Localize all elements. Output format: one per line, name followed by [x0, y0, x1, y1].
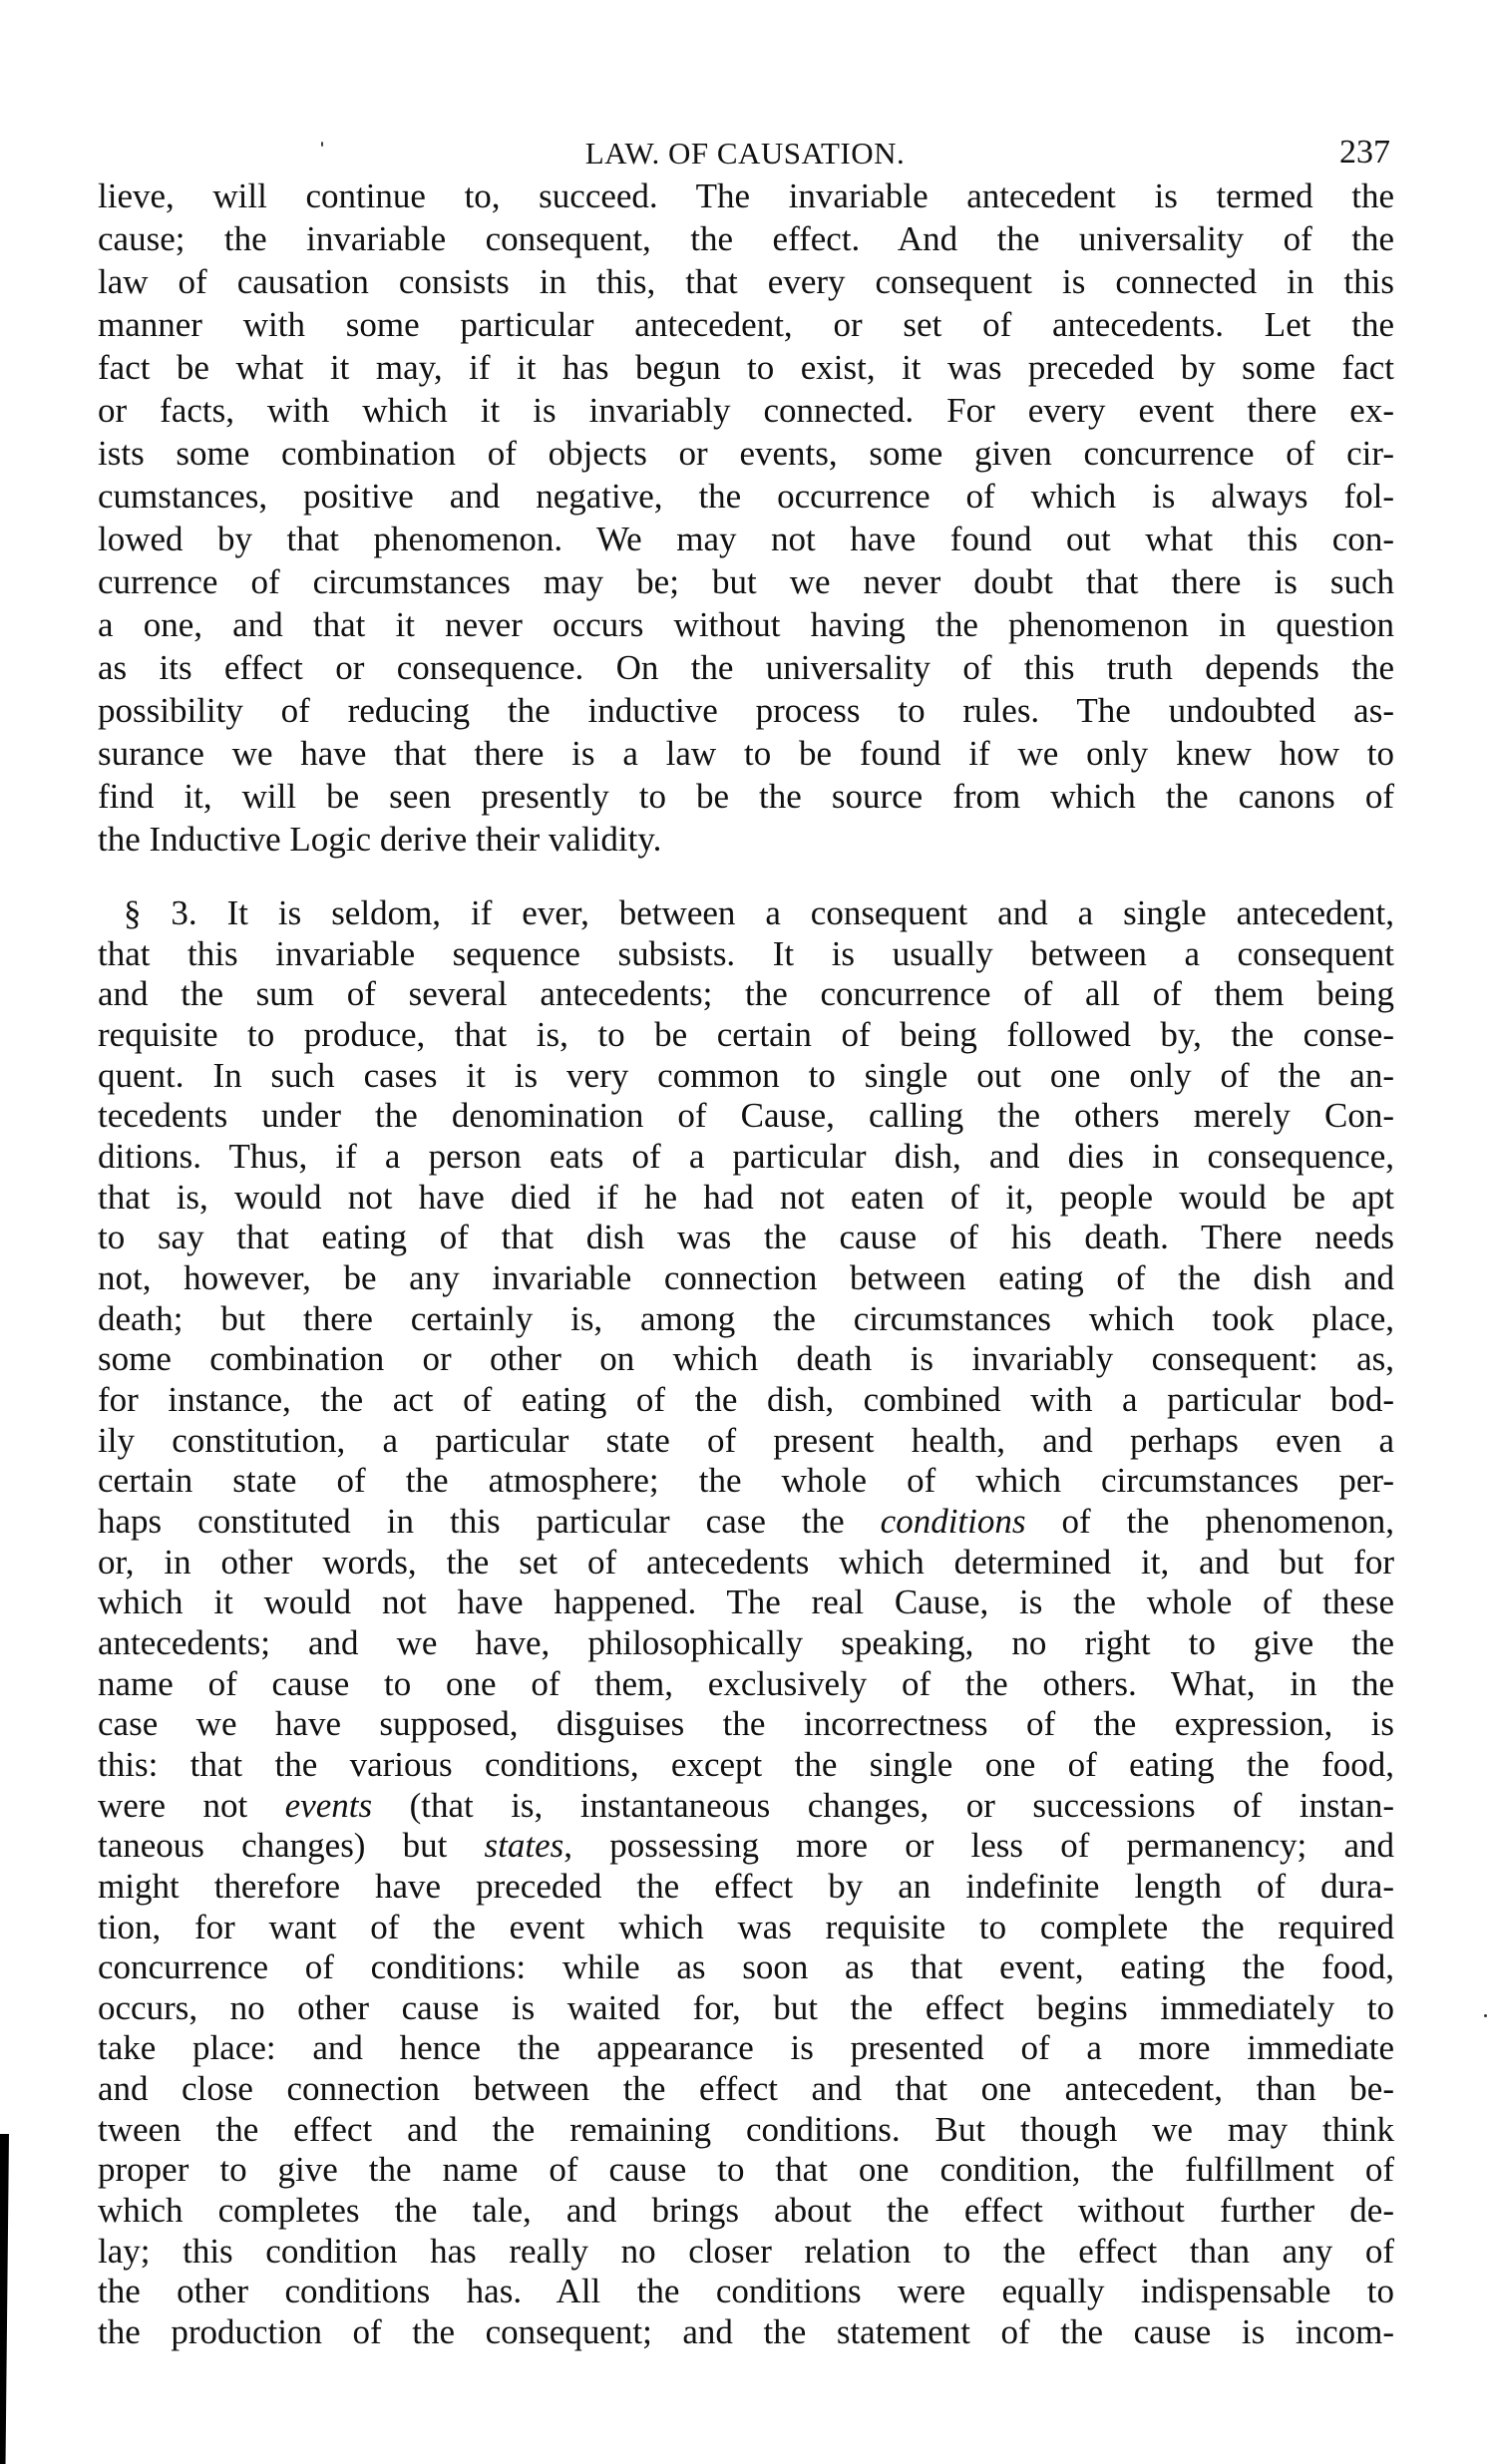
- text-line: [98, 2068, 1394, 2110]
- text-line: [98, 1622, 1394, 1664]
- text-line: [98, 476, 1394, 518]
- text-run: to say that eating of that dish was the cause of his death. There needs: [98, 1218, 1394, 1257]
- text-line: [98, 1866, 1394, 1908]
- running-head-title: LAW. OF CAUSATION.: [584, 136, 906, 171]
- scan-speck: [321, 142, 323, 147]
- text-line: [98, 1663, 1394, 1705]
- text-run: case we have supposed, disguises the incorrectness of the expression, is: [98, 1704, 1394, 1744]
- text-run: requisite to produce, that is, to be certain of being followed by, the conse-: [98, 1014, 1394, 1054]
- text-run: a one, and that it never occurs without having the phenomenon in question: [98, 605, 1394, 644]
- text-run: ists some combination of objects or events, some given concurrence of cir-: [98, 434, 1394, 473]
- text-line: [98, 390, 1394, 432]
- text-line: [98, 1338, 1394, 1380]
- text-run: possibility of reducing the inductive process to rules. The undoubted as-: [98, 691, 1394, 730]
- text-line: [98, 933, 1394, 975]
- text-run: tion, for want of the event which was requisite to complete the required: [98, 1907, 1394, 1946]
- text-line: [98, 1136, 1394, 1178]
- scan-edge-shadow: [0, 2134, 9, 2464]
- text-line: [98, 1703, 1394, 1745]
- text-run: tecedents under the denomination of Cause, calling the others merely Con-: [98, 1096, 1394, 1136]
- text-line: [98, 347, 1394, 389]
- text-line: [98, 1420, 1394, 1462]
- text-run: § 3. It is seldom, if ever, between a consequent and a single antecedent,: [124, 893, 1394, 932]
- text-line: [98, 1460, 1394, 1502]
- text-run: this: that the various conditions, except the single one of eating the food,: [98, 1744, 1394, 1784]
- text-run: ditions. Thus, if a person eats of a particular dish, and dies in consequence,: [98, 1136, 1394, 1176]
- text-line: [98, 1946, 1394, 1988]
- text-line: [98, 2109, 1394, 2151]
- text-line: [98, 2231, 1394, 2273]
- text-line: [98, 2149, 1394, 2191]
- text-run: certain state of the atmosphere; the whole of which circumstances per-: [98, 1461, 1394, 1501]
- text-run: not, however, be any invariable connection between eating of the dish and: [98, 1257, 1394, 1297]
- text-run: ily constitution, a particular state of present health, and perhaps even a: [98, 1420, 1394, 1460]
- text-line: [98, 176, 1394, 217]
- text-run: , possessing more or less of permanency; and: [563, 1826, 1394, 1866]
- text-run: currence of circumstances may be; but we never doubt that there is such: [98, 562, 1394, 601]
- text-run: which completes the tale, and brings about the effect without further de-: [98, 2191, 1394, 2231]
- text-line: [98, 1055, 1394, 1097]
- text-line: [98, 1542, 1394, 1584]
- text-run: concurrence of conditions: while as soon as that event, eating the food,: [98, 1947, 1394, 1987]
- text-line: [98, 2311, 1394, 2353]
- text-line: [98, 2190, 1394, 2232]
- text-run: occurs, no other cause is waited for, but the effect begins immediately to: [98, 1987, 1394, 2027]
- text-run: that this invariable sequence subsists. It is usually between a consequent: [98, 933, 1394, 973]
- text-run: cumstances, positive and negative, the occurrence of which is always fol-: [98, 477, 1394, 516]
- text-line: [98, 1379, 1394, 1421]
- text-run: that is, would not have died if he had not eaten of it, people would be apt: [98, 1177, 1394, 1217]
- text-run: tween the effect and the remaining conditions. But though we may think: [98, 2109, 1394, 2149]
- text-run: manner with some particular antecedent, or set of antecedents. Let the: [98, 305, 1394, 344]
- text-run: death; but there certainly is, among the circumstances which took place,: [98, 1298, 1394, 1338]
- text-run: proper to give the name of cause to that one condition, the fulfillment of: [98, 2150, 1394, 2190]
- text-line: [98, 647, 1394, 689]
- text-run: surance we have that there is a law to be found if we only knew how to: [98, 734, 1394, 773]
- text-run: lowed by that phenomenon. We may not have found out what this con-: [98, 520, 1394, 558]
- text-line: [98, 1257, 1394, 1299]
- text-run: and the sum of several antecedents; the concurrence of all of them being: [98, 974, 1394, 1014]
- text-run: lieve, will continue to, succeed. The invariable antecedent is termed the: [98, 176, 1394, 215]
- text-run: take place: and hence the appearance is presented of a more immediate: [98, 2028, 1394, 2068]
- text-line: [98, 776, 1394, 818]
- text-line: [98, 218, 1394, 260]
- text-line: [98, 1582, 1394, 1623]
- text-run: the production of the consequent; and the statement of the cause is incom-: [98, 2312, 1394, 2352]
- text-line: [98, 604, 1394, 646]
- text-line: [98, 1987, 1394, 2029]
- text-run: might therefore have preceded the effect by an indefinite length of dura-: [98, 1866, 1394, 1906]
- text-run: find it, will be seen presently to be the source from which the canons of: [98, 777, 1394, 816]
- text-line: [98, 1744, 1394, 1786]
- text-line: [98, 1501, 1394, 1543]
- text-line: [98, 690, 1394, 732]
- text-run: the other conditions has. All the conditions were equally indispensable to: [98, 2272, 1394, 2311]
- text-run: law of causation consists in this, that every consequent is connected in this: [98, 262, 1394, 301]
- text-run: lay; this condition has really no closer relation to the effect than any of: [98, 2231, 1394, 2271]
- text-run: cause; the invariable consequent, the effect. And the universality of the: [98, 219, 1394, 258]
- text-line: [98, 1177, 1394, 1219]
- text-line: [98, 519, 1394, 560]
- text-line: [124, 892, 1394, 934]
- text-run: for instance, the act of eating of the dish, combined with a particular bod-: [98, 1379, 1394, 1419]
- text-run: taneous changes) but: [98, 1826, 485, 1866]
- text-line: [98, 733, 1394, 775]
- text-line: [98, 1014, 1394, 1056]
- text-run: and close connection between the effect and that one antecedent, than be-: [98, 2069, 1394, 2109]
- page-number: 237: [1339, 134, 1390, 171]
- text-run: quent. In such cases it is very common to single out one only of the an-: [98, 1055, 1394, 1095]
- text-line: [98, 1298, 1394, 1340]
- text-run: were not: [98, 1785, 285, 1825]
- text-line: [98, 433, 1394, 475]
- text-run: fact be what it may, if it has begun to exist, it was preceded by some fact: [98, 348, 1394, 387]
- text-run: or, in other words, the set of antecedents which determined it, and but for: [98, 1542, 1394, 1582]
- italic-term: states: [484, 1826, 564, 1866]
- scan-speck: [1484, 2014, 1487, 2017]
- text-line: [98, 1825, 1394, 1867]
- text-line: [98, 561, 1394, 603]
- text-run: or facts, with which it is invariably connected. For every event there ex-: [98, 391, 1394, 430]
- text-line: [98, 261, 1394, 303]
- text-run: some combination or other on which death is invariably consequent: as,: [98, 1339, 1394, 1379]
- italic-term: events: [284, 1785, 373, 1825]
- text-line: [98, 2271, 1394, 2312]
- text-line: [98, 1095, 1394, 1137]
- italic-term: conditions: [880, 1501, 1026, 1541]
- text-line: [98, 304, 1394, 346]
- text-line: [98, 2027, 1394, 2069]
- text-line: [98, 973, 1394, 1015]
- text-line: [98, 1785, 1394, 1827]
- text-run: antecedents; and we have, philosophically speaking, no right to give the: [98, 1622, 1394, 1662]
- text-run: name of cause to one of them, exclusively of the others. What, in the: [98, 1663, 1394, 1703]
- text-run: which it would not have happened. The real Cause, is the whole of these: [98, 1583, 1394, 1622]
- text-line: [98, 1217, 1394, 1258]
- text-run: (that is, instantaneous changes, or successions of instan-: [372, 1785, 1394, 1825]
- text-run: of the phenomenon,: [1025, 1501, 1394, 1541]
- text-line: [98, 819, 1394, 861]
- text-run: haps constituted in this particular case the: [98, 1501, 881, 1541]
- text-line: [98, 1907, 1394, 1948]
- text-run: the Inductive Logic derive their validity.: [98, 820, 662, 859]
- text-run: as its effect or consequence. On the universality of this truth depends the: [98, 648, 1394, 687]
